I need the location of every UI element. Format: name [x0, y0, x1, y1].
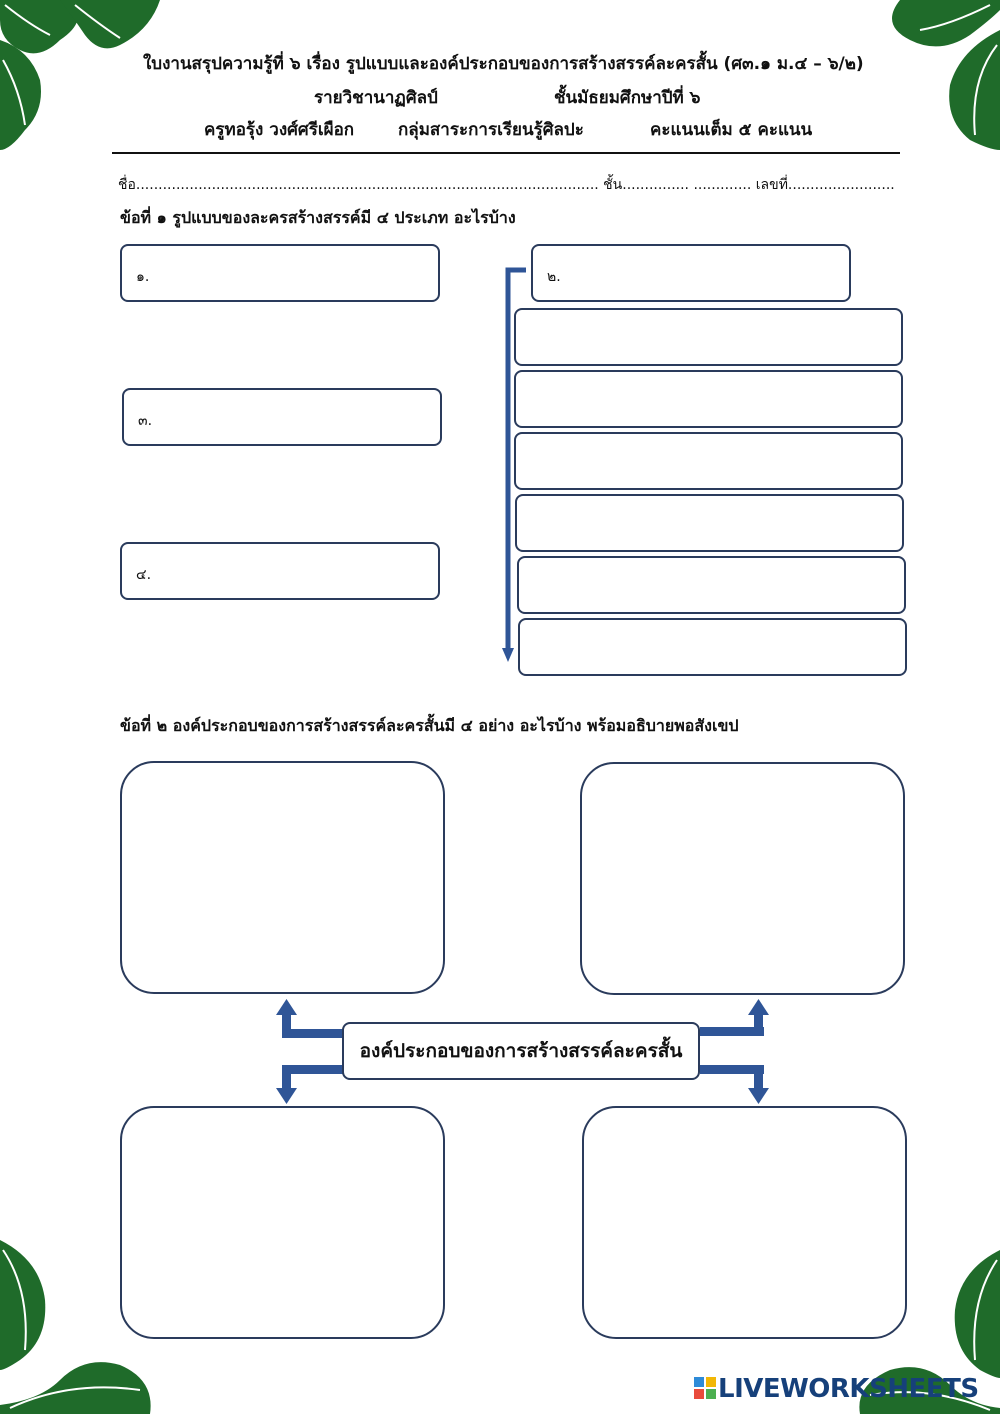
- subject-label: รายวิชานาฏศิลป์: [314, 88, 438, 108]
- question-1-text: ข้อที่ ๑ รูปแบบของละครสร้างสรรค์มี ๔ ประเภท อะไรบ้าง: [120, 208, 516, 227]
- score-label: คะแนนเต็ม ๕ คะแนน: [650, 120, 813, 140]
- sub-answer-box-5[interactable]: [517, 556, 906, 614]
- worksheet-title: ใบงานสรุปความรู้ที่ ๖ เรื่อง รูปแบบและองค์ประกอบของการสร้างสรรค์ละครสั้น (ศ๓.๑ ม.๔ – ๖/๒): [143, 54, 864, 74]
- subject-group-label: กลุ่มสาระการเรียนรู้ศิลปะ: [398, 120, 584, 140]
- liveworksheets-logo-icon: [694, 1376, 716, 1398]
- liveworksheets-logo: [694, 1374, 979, 1404]
- answer-box-3-number: ๓.: [138, 413, 153, 429]
- question-2-text: ข้อที่ ๒ องค์ประกอบของการสร้างสรรค์ละครสั้นมี ๔ อย่าง อะไรบ้าง พร้อมอธิบายพอสังเขป: [120, 716, 739, 735]
- sub-answer-box-2[interactable]: [514, 370, 903, 428]
- answer-box-1-number: ๑.: [136, 269, 150, 285]
- liveworksheets-logo-text: LIVEWORKSHEETS: [718, 1374, 979, 1404]
- sub-answer-box-1[interactable]: [514, 308, 903, 366]
- answer-box-1[interactable]: [120, 244, 440, 302]
- sub-answer-box-3[interactable]: [514, 432, 903, 490]
- leaf-decoration-top-left: [0, 0, 170, 160]
- student-info-line[interactable]: ชื่อ........................................................................................................ ชั้น............... ............. เลขที่........................: [118, 177, 895, 193]
- leaf-decoration-top-right: [840, 0, 1000, 160]
- answer-box-4-number: ๔.: [136, 567, 152, 583]
- component-box-bottom-left[interactable]: [120, 1106, 445, 1339]
- component-box-bottom-right[interactable]: [582, 1106, 907, 1339]
- components-center-label: องค์ประกอบของการสร้างสรรค์ละครสั้น: [342, 1022, 700, 1080]
- component-box-top-left[interactable]: [120, 761, 445, 994]
- sub-answer-box-6[interactable]: [518, 618, 907, 676]
- teacher-label: ครูทอรุ้ง วงศ์ศรีเผือก: [204, 120, 355, 140]
- answer-box-2-number: ๒.: [547, 269, 561, 285]
- sub-answer-box-4[interactable]: [515, 494, 904, 552]
- answer-box-3[interactable]: [122, 388, 442, 446]
- header-divider: [112, 152, 900, 154]
- grade-label: ชั้นมัธยมศึกษาปีที่ ๖: [554, 88, 701, 108]
- component-box-top-right[interactable]: [580, 762, 905, 995]
- answer-box-4[interactable]: [120, 542, 440, 600]
- answer-box-2[interactable]: [531, 244, 851, 302]
